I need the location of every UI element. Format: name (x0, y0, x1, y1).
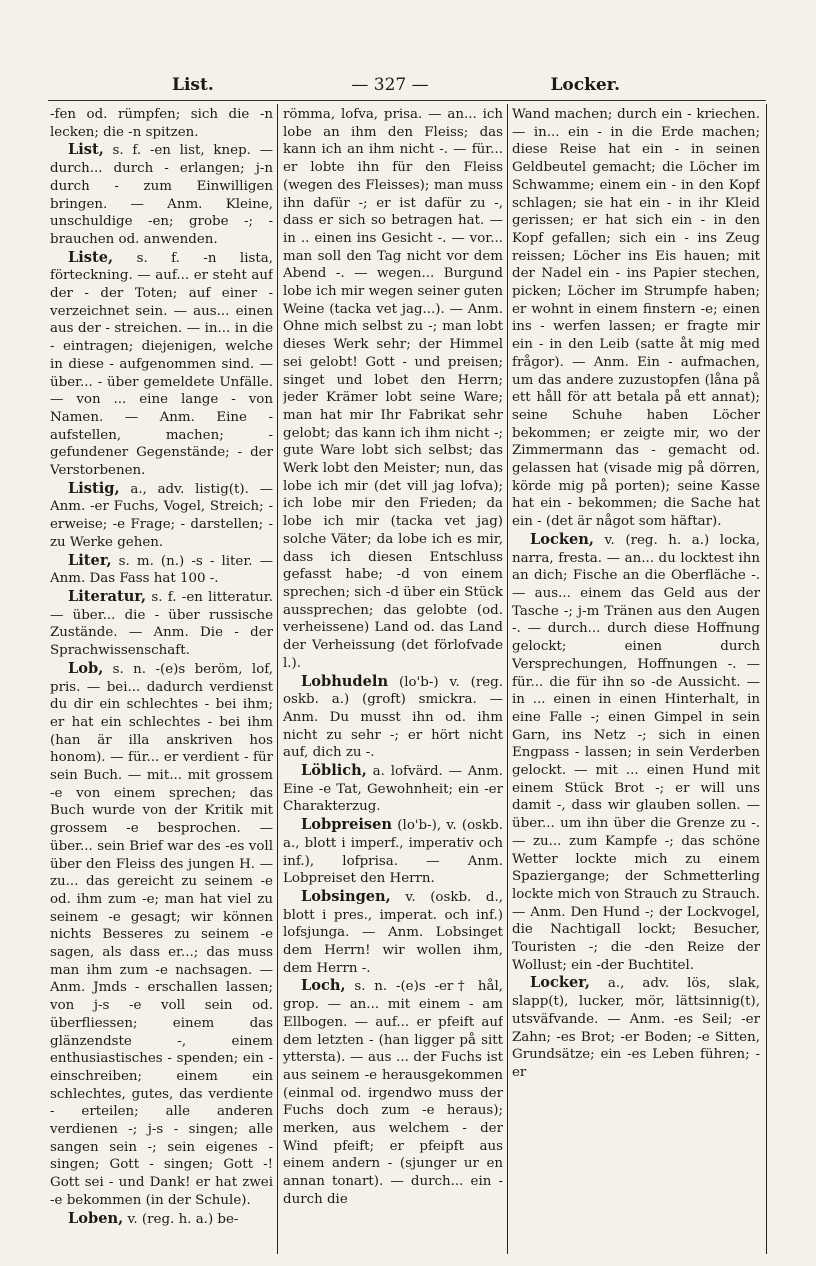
dictionary-entry: Lobpreisen (lo'b-), v. (oskb. a., blott i imperf., imperativ och inf.), lofprisa. — Anm. Lobpreiset den Herrn. (283, 816, 503, 887)
header-right-guideword: Locker. (550, 75, 620, 95)
dictionary-entry: Lob, s. n. -(e)s beröm, lof, pris. — bei... dadurch verdienst du dir ein schlechtes - bei ihm; er hat ein schlechtes - bei ihm (han är illa anskriven hos honom). — für... er verdient - für sein Buch. — mit... mit grossem -e von einem sprechen; das Buch wurde von der Kritik mit grossem -e besprochen. — über... sein Brief war des -es voll über den Fleiss des jungen H. — zu... das gereicht zu seinem -e od. ihm zum -e; man hat viel zu seinem -e gesagt; wir können nichts Besseres zu seinem -e sagen, als dass er...; das muss man ihm zum -e nachsagen. — Anm. Jmds - erschallen lassen; von j-s -e voll sein od. überfliessen; einem das glänzendste -, einem enthusiastisches - spenden; ein - einschreiben; einem ein schlechtes, gutes, das verdiente - erteilen; alle anderen verdienen -; j-s - singen; alle sangen sein -; sein eigenes - singen; Gott - singen; Gott -! Gott sei - und Dank! er hat zwei -e bekommen (in der Schule). (50, 659, 273, 1208)
column-3 (512, 106, 760, 1256)
dictionary-entry: römma, lofva, prisa. — an... ich lobe an ihm den Fleiss; das kann ich an ihm nicht -. — für... er lobte ihn für den Fleiss (wegen des Fleisses); man muss ihn dafür -; er ist dafür zu -, dass er sich so betragen hat. — in .. einen ins Gesicht -. — vor... man soll den Tag nicht vor dem Abend -. — wegen... Burgund lobe ich mir wegen seiner guten Weine (tacka vet jag...). — Anm. Ohne mich selbst zu -; man lobt dieses Werk sehr; der Himmel sei gelobt! Gott - und preisen; singet und lobet den Herrn; jeder Krämer lobt seine Ware; man hat mir Ihr Fabrikat sehr gelobt; das kann ich ihm nicht -; gute Ware lobt sich selbst; das Werk lobt den Meister; nun, das lobe ich mir (det vill jag lofva); ich lobe mir den Frieden; da lobe ich mir (tacka vet jag) solche Väter; da lobe ich es mir, dass ich diesen Entschluss gefasst habe; -d von einem sprechen; sich -d über ein Stück aussprechen; das gelobte (od. verheissene) Land od. das Land der Verheissung (det förlofvade l.). (283, 107, 503, 671)
dictionary-entry: Lobhudeln (lo'b-) v. (reg. oskb. a.) (groft) smickra. — Anm. Du musst ihn od. ihm nicht zu sehr -; er hört nicht auf, dich zu -. (283, 672, 503, 761)
page-number: — 327 — (351, 75, 429, 95)
column-divider (766, 104, 767, 1254)
dictionary-entry: Loben, v. (reg. h. a.) be- (68, 1209, 239, 1227)
dictionary-entry: Liter, s. m. (n.) -s - liter. — Anm. Das Fass hat 100 -. (50, 551, 273, 587)
header-left-guideword: List. (172, 75, 214, 95)
dictionary-entry: Lobsingen, v. (oskb. d., blott i pres., imperat. och inf.) lofsjunga. — Anm. Lobsinget dem Herrn! wir wollen ihm, dem Herrn -. (283, 887, 503, 976)
column-1 (50, 106, 273, 1256)
column-divider (277, 104, 278, 1254)
page-header (160, 72, 620, 98)
dictionary-entry: Listig, a., adv. listig(t). — Anm. -er Fuchs, Vogel, Streich; -erweise; -e Frage; - darstellen; - zu Werke gehen. (50, 479, 273, 550)
dictionary-entry: -fen od. rümpfen; sich die -n lecken; die -n spitzen. (50, 107, 273, 140)
dictionary-entry: Wand machen; durch ein - kriechen. — in... ein - in die Erde machen; diese Reise hat ein - in seinen Geldbeutel gemacht; die Löcher im Schwamme; einem ein - in den Kopf schlagen; sie hat ein - in ihr Kleid gerissen; er hat sich ein - in den Kopf gefallen; sich ein - ins Zeug reissen; Löcher ins Eis hauen; mit der Nadel ein - ins Papier stechen, picken; Löcher im Strumpfe haben; er wohnt in einem finstern -e; einen ins - werfen lassen; er fragte mir ein - in den Leib (satte åt mig med frågor). — Anm. Ein - aufmachen, um das andere zuzustopfen (låna på ett håll för att betala på ett annat); seine Schuhe haben Löcher bekommen; er zeigte mir, wo der Zimmermann das - gemacht od. gelassen hat (visade mig på dörren, körde mig på porten); seine Kasse hat ein - bekommen; die Sache hat ein - (det är något som häftar). (512, 107, 760, 530)
dictionary-entry: List, s. f. -en list, knep. — durch... durch - erlangen; j-n durch - zum Einwilligen bringen. — Anm. Kleine, unschuldige -en; grobe -; - brauchen od. anwenden. (50, 141, 273, 247)
dictionary-entry: Loch, s. n. -(e)s -er† hål, grop. — an... mit einem - am Ellbogen. — auf... er pfeift auf dem letzten - (han ligger på sitt yttersta). — aus ... der Fuchs ist aus seinem -e herausgekommen (einmal od. irgendwo muss der Fuchs doch zum -e heraus); merken, aus welchem - der Wind pfeift; er pfeipft aus einem andern - (sjunger ur en annan tonart). — durch... ein - durch die (283, 977, 503, 1207)
column-divider (507, 104, 508, 1254)
dictionary-entry: Locker, a., adv. lös, slak, slapp(t), lucker, mör, lättsinnig(t), utsväfvande. — Anm. -es Seil; -er Zahn; -es Brot; -er Boden; -e Sitten, Grundsätze; ein -es Leben führen; -er (512, 974, 760, 1080)
column-2 (283, 106, 503, 1256)
header-rule (48, 100, 766, 101)
dictionary-entry: Liste, s. f. -n lista, förteckning. — auf... er steht auf der - der Toten; auf einer - verzeichnet sein. — aus... einen aus der - streichen. — in... in die - eintragen; diejenigen, welche in diese - aufgenommen sind. — über... - über gemeldete Unfälle. — von ... eine lange - von Namen. — Anm. Eine - aufstellen, machen; - gefundener Gegenstände; - der Verstorbenen. (50, 248, 273, 479)
dictionary-entry: Locken, v. (reg. h. a.) locka, narra, fresta. — an... du locktest ihn an dich; Fische an die Oberfläche -. — aus... einem das Geld aus der Tasche -; j-m Tränen aus den Augen -. — durch... durch diese Hoffnung gelockt; einen durch Versprechungen, Hoffnungen -. — für... die für ihn so -de Aussicht. — in ... einen in einen Hinterhalt, in eine Falle -; einen Gimpel in sein Garn, ins Netz -; sich in einen Engpass - lassen; in sein Verderben gelockt. — mit ... einen Hund mit einem Stück Brot -; er will uns damit -, dass wir glauben sollen. — über... um ihn über die Grenze zu -. — zu... zum Kampfe -; das schöne Wetter lockte mich zu einem Spaziergange; der Schmetterling lockte mich von Strauch zu Strauch. — Anm. Den Hund -; der Lockvogel, die Nachtigall lockt; Besucher, Touristen -; die -den Reize der Wollust; ein -der Buchtitel. (512, 530, 760, 973)
dictionary-entry: Literatur, s. f. -en litteratur. — über... die - über russische Zustände. — Anm. Die - der Sprachwissenschaft. (50, 587, 273, 659)
dictionary-entry: Löblich, a. lofvärd. — Anm. Eine -e Tat, Gewohnheit; ein -er Charakterzug. (283, 762, 503, 815)
